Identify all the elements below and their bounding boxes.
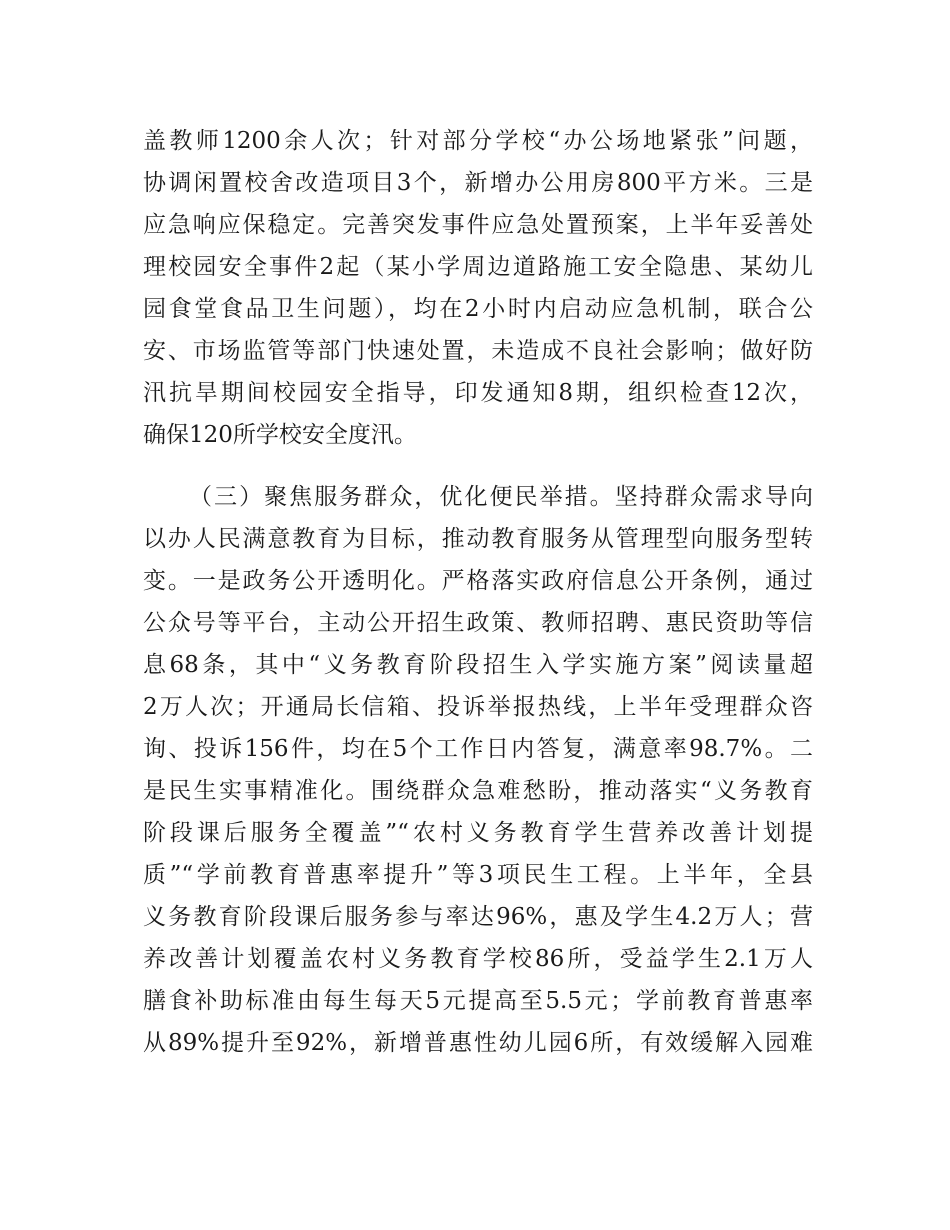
paragraph-2-line-7: 询、投诉156件，均在5个工作日内答复，满意率98.7%。二: [143, 736, 813, 762]
paragraph-1-line-3: 应急响应保稳定。完善突发事件应急处置预案，上半年妥善处: [143, 212, 813, 238]
paragraph-2-line-10: 质”“学前教育普惠率提升”等3项民生工程。上半年，全县: [143, 862, 813, 888]
paragraph-1-line-5: 园食堂食品卫生问题），均在2小时内启动应急机制，联合公: [143, 296, 813, 322]
paragraph-1-line-6: 安、市场监管等部门快速处置，未造成不良社会影响；做好防: [143, 338, 813, 364]
paragraph-2-line-13: 膳食补助标准由每生每天5元提高至5.5元；学前教育普惠率: [143, 988, 813, 1014]
paragraph-2-line-11: 义务教育阶段课后服务参与率达96%，惠及学生4.2万人；营: [143, 904, 813, 930]
paragraph-2-line-1: （三）聚焦服务群众，优化便民举措。坚持群众需求导向: [189, 484, 813, 510]
paragraph-2-line-4: 公众号等平台，主动公开招生政策、教师招聘、惠民资助等信: [143, 610, 813, 636]
paragraph-2-line-3: 变。一是政务公开透明化。严格落实政府信息公开条例，通过: [143, 568, 813, 594]
paragraph-1-line-4: 理校园安全事件2起（某小学周边道路施工安全隐患、某幼儿: [143, 254, 813, 280]
paragraph-2-line-14: 从89%提升至92%，新增普惠性幼儿园6所，有效缓解入园难: [143, 1030, 813, 1056]
paragraph-1-line-7: 汛抗旱期间校园安全指导，印发通知8期，组织检查12次，: [143, 380, 813, 406]
paragraph-1-line-8: 确保120所学校安全度汛。: [143, 422, 417, 448]
paragraph-2-line-8: 是民生实事精准化。围绕群众急难愁盼，推动落实“义务教育: [143, 778, 813, 804]
paragraph-2-line-6: 2万人次；开通局长信箱、投诉举报热线，上半年受理群众咨: [143, 694, 813, 720]
paragraph-2-line-9: 阶段课后服务全覆盖”“农村义务教育学生营养改善计划提: [143, 820, 813, 846]
paragraph-2-line-5: 息68条，其中“义务教育阶段招生入学实施方案”阅读量超: [143, 652, 813, 678]
paragraph-1-line-1: 盖教师1200余人次；针对部分学校“办公场地紧张”问题，: [143, 128, 813, 154]
paragraph-2-line-12: 养改善计划覆盖农村义务教育学校86所，受益学生2.1万人: [143, 946, 813, 972]
paragraph-1-line-2: 协调闲置校舍改造项目3个，新增办公用房800平方米。三是: [143, 170, 813, 196]
paragraph-2-line-2: 以办人民满意教育为目标，推动教育服务从管理型向服务型转: [143, 526, 813, 552]
